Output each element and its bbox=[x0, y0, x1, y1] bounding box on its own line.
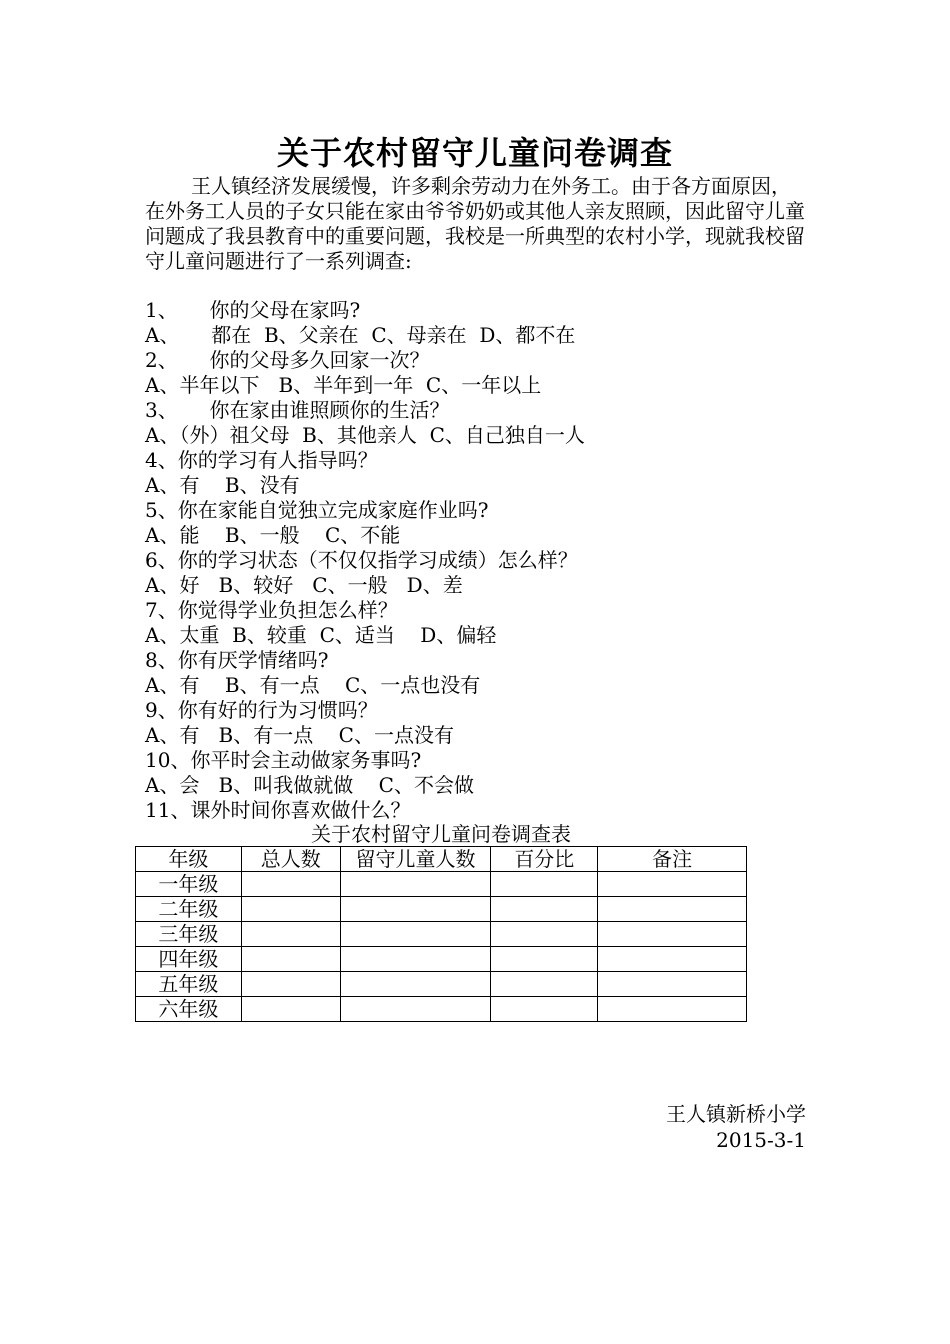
empty-cell bbox=[340, 897, 491, 922]
grade-cell: 五年级 bbox=[136, 972, 242, 997]
question-line: 4、你的学习有人指导吗？ bbox=[145, 448, 378, 472]
question-line: 1、 你的父母在家吗? bbox=[145, 298, 361, 322]
empty-cell bbox=[491, 897, 598, 922]
answer-line: A、太重 B、较重 C、适当 D、偏轻 bbox=[145, 623, 497, 647]
question-line: 5、你在家能自觉独立完成家庭作业吗? bbox=[145, 498, 489, 522]
table-row bbox=[136, 872, 747, 897]
answer-line: A、会 B、叫我做就做 C、不会做 bbox=[145, 773, 474, 797]
empty-cell bbox=[491, 972, 598, 997]
grade-cell: 一年级 bbox=[136, 872, 242, 897]
empty-cell bbox=[241, 947, 340, 972]
question-line: 10、你平时会主动做家务事吗? bbox=[145, 748, 422, 772]
grade-cell: 三年级 bbox=[136, 922, 242, 947]
header-percentage: 百分比 bbox=[491, 847, 598, 872]
question-line: 11、课外时间你喜欢做什么？ bbox=[145, 798, 411, 822]
answer-line: A、好 B、较好 C、一般 D、差 bbox=[145, 573, 463, 597]
empty-cell bbox=[340, 922, 491, 947]
empty-cell bbox=[340, 872, 491, 897]
header-remarks: 备注 bbox=[598, 847, 747, 872]
question-line: 8、你有厌学情绪吗? bbox=[145, 648, 329, 672]
answer-line: A、有 B、没有 bbox=[145, 473, 300, 497]
empty-cell bbox=[241, 972, 340, 997]
empty-cell bbox=[491, 922, 598, 947]
question-list bbox=[145, 298, 810, 823]
empty-cell bbox=[241, 997, 340, 1022]
empty-cell bbox=[340, 947, 491, 972]
empty-cell bbox=[241, 922, 340, 947]
empty-cell bbox=[241, 897, 340, 922]
signature-date: 2015-3-1 bbox=[716, 1128, 806, 1152]
answer-line: A、能 B、一般 C、不能 bbox=[145, 523, 401, 547]
table-row bbox=[136, 922, 747, 947]
grade-cell: 四年级 bbox=[136, 947, 242, 972]
empty-cell bbox=[598, 897, 747, 922]
empty-cell bbox=[598, 972, 747, 997]
question-line: 3、 你在家由谁照顾你的生活？ bbox=[145, 398, 450, 422]
table-header-row bbox=[136, 847, 747, 872]
empty-cell bbox=[598, 947, 747, 972]
table-caption: 关于农村留守儿童问卷调查表 bbox=[311, 822, 571, 846]
answer-line: A、 都在 B、父亲在 C、母亲在 D、都不在 bbox=[145, 323, 576, 347]
question-line: 2、 你的父母多久回家一次？ bbox=[145, 348, 430, 372]
table-row bbox=[136, 897, 747, 922]
grade-cell: 六年级 bbox=[136, 997, 242, 1022]
empty-cell bbox=[598, 997, 747, 1022]
empty-cell bbox=[491, 947, 598, 972]
header-grade: 年级 bbox=[136, 847, 242, 872]
empty-cell bbox=[340, 997, 491, 1022]
answer-line: A、有 B、有一点 C、一点也没有 bbox=[145, 673, 481, 697]
empty-cell bbox=[241, 872, 340, 897]
table-row bbox=[136, 972, 747, 997]
empty-cell bbox=[340, 972, 491, 997]
document-title: 关于农村留守儿童问卷调查 bbox=[276, 134, 673, 172]
question-line: 9、你有好的行为习惯吗？ bbox=[145, 698, 378, 722]
intro-paragraph: 王人镇经济发展缓慢，许多剩余劳动力在外务工。由于各方面原因，在外务工人员的子女只能在家由爷爷奶奶或其他人亲友照顾，因此留守儿童问题成了我县教育中的重要问题，我校是一所典型的农村小学，现就我校留守儿童问题进行了一系列调查: bbox=[145, 174, 805, 273]
question-line: 7、你觉得学业负担怎么样？ bbox=[145, 598, 398, 622]
answer-line: A、有 B、有一点 C、一点没有 bbox=[145, 723, 454, 747]
empty-cell bbox=[491, 872, 598, 897]
header-left-behind-count: 留守儿童人数 bbox=[340, 847, 491, 872]
empty-cell bbox=[598, 922, 747, 947]
signature-block bbox=[666, 1101, 806, 1153]
empty-cell bbox=[598, 872, 747, 897]
grade-cell: 二年级 bbox=[136, 897, 242, 922]
header-total: 总人数 bbox=[241, 847, 340, 872]
survey-table bbox=[135, 846, 747, 1022]
table-row bbox=[136, 997, 747, 1022]
answer-line: A、（外）祖父母 B、其他亲人 C、自己独自一人 bbox=[145, 423, 585, 447]
answer-line: A、半年以下 B、半年到一年 C、一年以上 bbox=[145, 373, 542, 397]
school-name: 王人镇新桥小学 bbox=[666, 1102, 806, 1126]
table-row bbox=[136, 947, 747, 972]
question-line: 6、你的学习状态（不仅仅指学习成绩）怎么样？ bbox=[145, 548, 578, 572]
empty-cell bbox=[491, 997, 598, 1022]
